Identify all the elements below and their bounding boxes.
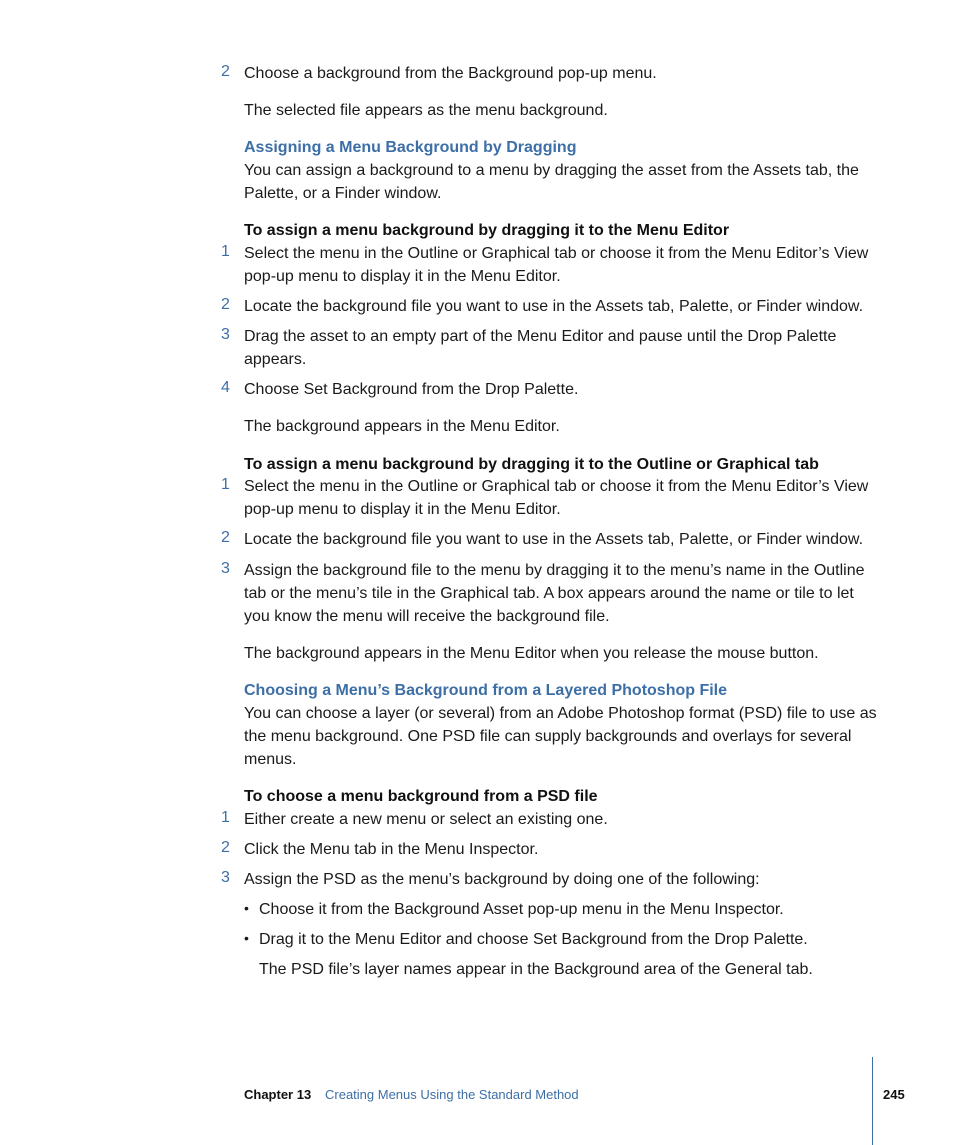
section-heading: Assigning a Menu Background by Dragging (244, 139, 577, 156)
bullet-icon: • (244, 930, 249, 946)
step-number: 2 (221, 529, 230, 546)
step-text: Locate the background file you want to use in the Assets tab, Palette, or Finder window. (244, 298, 864, 315)
step-number: 1 (221, 476, 230, 493)
step-text: Choose Set Background from the Drop Palette. (244, 381, 579, 398)
section-heading: Choosing a Menu’s Background from a Layered Photoshop File (244, 682, 728, 699)
step-number: 2 (221, 296, 230, 313)
step-text: Choose a background from the Background pop-up menu. (244, 65, 657, 82)
paragraph: You can choose a layer (or several) from an Adobe Photoshop format (PSD) file to use as the menu background. One PSD file can supply backgrounds and overlays for several menus. (244, 705, 877, 768)
step-number: 4 (221, 379, 230, 396)
step-text: Select the menu in the Outline or Graphical tab or choose it from the Menu Editor’s View pop-up menu to display it in the Menu Editor. (244, 245, 869, 285)
step-text: Select the menu in the Outline or Graphical tab or choose it from the Menu Editor’s View pop-up menu to display it in the Menu Editor. (244, 478, 869, 518)
page-number: 245 (883, 1087, 905, 1102)
paragraph: You can assign a background to a menu by dragging the asset from the Assets tab, the Palette, or a Finder window. (244, 162, 859, 202)
step-number: 1 (221, 243, 230, 260)
task-heading: To choose a menu background from a PSD file (244, 788, 598, 805)
bullet-text: Choose it from the Background Asset pop-up menu in the Menu Inspector. (259, 901, 784, 918)
step-number: 2 (221, 63, 230, 80)
step-number: 3 (221, 869, 230, 886)
step-text: Either create a new menu or select an existing one. (244, 811, 608, 828)
footer-chapter: Chapter 13 (244, 1087, 312, 1102)
task-heading: To assign a menu background by dragging it to the Menu Editor (244, 222, 730, 239)
footer-divider (872, 1057, 873, 1145)
paragraph: The background appears in the Menu Editor when you release the mouse button. (244, 645, 819, 662)
step-text: Assign the PSD as the menu’s background by doing one of the following: (244, 871, 760, 888)
step-number: 2 (221, 839, 230, 856)
step-text: Click the Menu tab in the Menu Inspector. (244, 841, 539, 858)
step-text: Assign the background file to the menu by dragging it to the menu’s name in the Outline tab or the menu’s tile in the Graphical tab. A box appears around the name or tile to let you know the menu will receive the background file. (244, 562, 865, 625)
step-number: 3 (221, 560, 230, 577)
step-text: Locate the background file you want to use in the Assets tab, Palette, or Finder window. (244, 531, 864, 548)
paragraph: The background appears in the Menu Editor. (244, 418, 560, 435)
footer-chapter-title: Creating Menus Using the Standard Method (325, 1087, 579, 1102)
step-text: Drag the asset to an empty part of the Menu Editor and pause until the Drop Palette appears. (244, 328, 837, 368)
paragraph: The PSD file’s layer names appear in the Background area of the General tab. (259, 961, 813, 978)
bullet-text: Drag it to the Menu Editor and choose Set Background from the Drop Palette. (259, 931, 808, 948)
bullet-icon: • (244, 900, 249, 916)
task-heading: To assign a menu background by dragging it to the Outline or Graphical tab (244, 456, 819, 473)
step-number: 1 (221, 809, 230, 826)
paragraph: The selected file appears as the menu background. (244, 102, 608, 119)
step-number: 3 (221, 326, 230, 343)
